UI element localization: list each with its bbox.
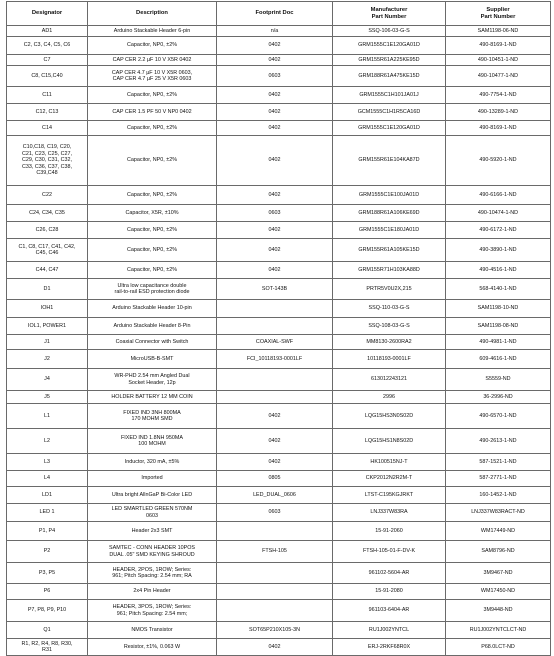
cell-supplier-part: SAM8796-ND — [446, 541, 551, 563]
cell-footprint — [217, 563, 333, 584]
table-row — [7, 541, 551, 563]
cell-manufacturer-part: GRM1555C1E120GA01D — [333, 121, 446, 136]
cell-manufacturer-part: SSQ-110-03-G-S — [333, 300, 446, 318]
cell-manufacturer-part: 10118193-0001LF — [333, 350, 446, 369]
cell-supplier-part: LNJ337W83RACT-ND — [446, 504, 551, 522]
cell-supplier-part: P68.0LCT-ND — [446, 639, 551, 656]
cell-description: Coaxial Connector with Switch — [88, 335, 217, 350]
cell-description: CAP CER 2.2 µF 10 V X5R 0402 — [88, 55, 217, 66]
table-row — [7, 504, 551, 522]
cell-supplier-part: 160-1452-1-ND — [446, 487, 551, 504]
table-row — [7, 622, 551, 639]
cell-manufacturer-part: LTST-C195KGJRKT — [333, 487, 446, 504]
cell-designator: LED 1 — [7, 504, 88, 522]
cell-footprint — [217, 600, 333, 622]
cell-footprint: 0805 — [217, 471, 333, 487]
cell-supplier-part: 490-6172-1-ND — [446, 222, 551, 239]
cell-supplier-part: 490-10451-1-ND — [446, 55, 551, 66]
cell-description: Capacitor, NP0, ±2% — [88, 262, 217, 279]
cell-supplier-part: 490-6166-1-ND — [446, 186, 551, 205]
cell-manufacturer-part: GRM1555C1E180JA01D — [333, 222, 446, 239]
cell-manufacturer-part: GRM155R61A105KE15D — [333, 239, 446, 262]
cell-description: LED SMARTLED GREEN 570NM 0603 — [88, 504, 217, 522]
cell-designator: P1, P4 — [7, 522, 88, 541]
cell-footprint: 0402 — [217, 239, 333, 262]
cell-designator: P3, P5 — [7, 563, 88, 584]
cell-supplier-part: SAM1198-10-ND — [446, 300, 551, 318]
table-row — [7, 454, 551, 471]
cell-supplier-part: 587-2771-1-ND — [446, 471, 551, 487]
table-row — [7, 205, 551, 222]
cell-designator: C24, C34, C35 — [7, 205, 88, 222]
col-header-manufacturer-part: Manufacturer Part Number — [333, 2, 446, 26]
table-row — [7, 391, 551, 404]
table-row — [7, 404, 551, 429]
table-row — [7, 66, 551, 87]
cell-designator: C12, C13 — [7, 104, 88, 121]
cell-designator: C26, C28 — [7, 222, 88, 239]
cell-description: Header 2x3 SMT — [88, 522, 217, 541]
cell-footprint — [217, 584, 333, 600]
cell-description: Arduino Stackable Header 6-pin — [88, 26, 217, 37]
cell-description: CAP CER 1.5 PF 50 V NP0 0402 — [88, 104, 217, 121]
cell-description: HEADER, 2POS, 1ROW; Series: 961; Pitch Spacing: 2.54 mm; RA — [88, 563, 217, 584]
cell-supplier-part: 490-8169-1-ND — [446, 37, 551, 55]
cell-description: Capacitor, NP0, ±2% — [88, 87, 217, 104]
cell-manufacturer-part: FTSH-105-01-F-DV-K — [333, 541, 446, 563]
cell-description: Ultra low capacitance double rail-to-rail ESD protection diode — [88, 279, 217, 300]
cell-footprint: n/a — [217, 26, 333, 37]
cell-designator: P2 — [7, 541, 88, 563]
cell-description: Resistor, ±1%, 0.063 W — [88, 639, 217, 656]
table-row — [7, 186, 551, 205]
cell-footprint — [217, 522, 333, 541]
table-row — [7, 471, 551, 487]
cell-footprint — [217, 369, 333, 391]
table-row — [7, 104, 551, 121]
cell-footprint: LED_DUAL_0606 — [217, 487, 333, 504]
table-row — [7, 522, 551, 541]
table-row — [7, 350, 551, 369]
cell-description: Capacitor, NP0, ±2% — [88, 37, 217, 55]
table-row — [7, 121, 551, 136]
cell-designator: R1, R2, R4, R8, R30, R31 — [7, 639, 88, 656]
cell-description: Ultra bright AllnGaP Bi-Color LED — [88, 487, 217, 504]
cell-footprint: 0402 — [217, 87, 333, 104]
cell-designator: L2 — [7, 429, 88, 454]
cell-footprint: SOT-143B — [217, 279, 333, 300]
cell-manufacturer-part: LNJ337W83RA — [333, 504, 446, 522]
cell-designator: C8, C15,C40 — [7, 66, 88, 87]
cell-designator: C1, C8, C17, C41, C42, C45, C46 — [7, 239, 88, 262]
cell-footprint: 0402 — [217, 136, 333, 186]
cell-designator: L1 — [7, 404, 88, 429]
cell-footprint: 0402 — [217, 104, 333, 121]
cell-supplier-part: 568-4140-1-ND — [446, 279, 551, 300]
cell-supplier-part: 490-5920-1-ND — [446, 136, 551, 186]
cell-footprint: 0603 — [217, 205, 333, 222]
table-row — [7, 335, 551, 350]
cell-footprint: 0603 — [217, 504, 333, 522]
cell-designator: IOL1, POWER1 — [7, 318, 88, 335]
cell-manufacturer-part: GRM188R61A106KE69D — [333, 205, 446, 222]
cell-supplier-part: 490-3890-1-ND — [446, 239, 551, 262]
cell-description: FIXED IND 1.8NH 950MA 100 MOHM — [88, 429, 217, 454]
cell-supplier-part: WM17449-ND — [446, 522, 551, 541]
table-row — [7, 136, 551, 186]
cell-footprint: 0402 — [217, 404, 333, 429]
cell-footprint: 0402 — [217, 454, 333, 471]
cell-manufacturer-part: HK100515NJ-T — [333, 454, 446, 471]
cell-supplier-part: 3M9448-ND — [446, 600, 551, 622]
cell-footprint: FCI_10118193-0001LF — [217, 350, 333, 369]
cell-description: CAP CER 4.7 µF 10 V X5R 0603, CAP CER 4.7 µF 25 V X5R 0603 — [88, 66, 217, 87]
cell-description: WR-PHD 2.54 mm Angled Dual Socket Header, 12p — [88, 369, 217, 391]
cell-designator: C10,C18, C19, C20, C21, C23, C25, C27, C29, C30, C31, C32, C33, C36, C37, C38, C39,C48 — [7, 136, 88, 186]
cell-supplier-part: 490-4516-1-ND — [446, 262, 551, 279]
cell-designator: J1 — [7, 335, 88, 350]
cell-footprint: 0603 — [217, 66, 333, 87]
cell-manufacturer-part: GRM155R61E104KA87D — [333, 136, 446, 186]
cell-footprint: 0402 — [217, 639, 333, 656]
cell-manufacturer-part: 15-91-2060 — [333, 522, 446, 541]
cell-supplier-part: 36-2996-ND — [446, 391, 551, 404]
table-row — [7, 584, 551, 600]
cell-supplier-part: WM17450-ND — [446, 584, 551, 600]
cell-designator: L4 — [7, 471, 88, 487]
cell-description: Inductor, 320 mA, ±5% — [88, 454, 217, 471]
cell-manufacturer-part: LQG15HS3N0S02D — [333, 404, 446, 429]
cell-manufacturer-part: GRM1555C1E100JA01D — [333, 186, 446, 205]
table-row — [7, 222, 551, 239]
cell-supplier-part: 609-4616-1-ND — [446, 350, 551, 369]
table-row — [7, 262, 551, 279]
cell-manufacturer-part: 613012243121 — [333, 369, 446, 391]
cell-supplier-part: 490-2613-1-ND — [446, 429, 551, 454]
cell-supplier-part: S5559-ND — [446, 369, 551, 391]
cell-designator: P7, P8, P9, P10 — [7, 600, 88, 622]
cell-supplier-part: 587-1521-1-ND — [446, 454, 551, 471]
cell-designator: C7 — [7, 55, 88, 66]
cell-description: FIXED IND 3NH 800MA 170 MOHM SMD — [88, 404, 217, 429]
cell-manufacturer-part: GCM1555C1H1R5CA16D — [333, 104, 446, 121]
cell-manufacturer-part: GRM1555C1H101JA01J — [333, 87, 446, 104]
cell-footprint — [217, 300, 333, 318]
cell-description: Capacitor, X5R, ±10% — [88, 205, 217, 222]
cell-description: HOLDER BATTERY 12 MM COIN — [88, 391, 217, 404]
cell-manufacturer-part: GRM1555C1E120GA01D — [333, 37, 446, 55]
col-header-description: Description — [88, 2, 217, 26]
cell-supplier-part: SAM1198-08-ND — [446, 318, 551, 335]
cell-designator: C44, C47 — [7, 262, 88, 279]
bom-table — [6, 1, 551, 656]
cell-description: 2x4 Pin Header — [88, 584, 217, 600]
cell-description: SAMTEC - CONN HEADER 10POS DUAL .05" SMD KEYING SHROUD — [88, 541, 217, 563]
table-row — [7, 37, 551, 55]
cell-footprint — [217, 318, 333, 335]
table-row — [7, 279, 551, 300]
col-header-footprint: Footprint Doc — [217, 2, 333, 26]
cell-designator: LD1 — [7, 487, 88, 504]
table-row — [7, 429, 551, 454]
cell-designator: C14 — [7, 121, 88, 136]
table-row — [7, 600, 551, 622]
cell-footprint: 0402 — [217, 262, 333, 279]
table-row — [7, 55, 551, 66]
table-row — [7, 487, 551, 504]
table-row — [7, 369, 551, 391]
cell-description: Capacitor, NP0, ±2% — [88, 186, 217, 205]
table-row — [7, 239, 551, 262]
cell-designator: C11 — [7, 87, 88, 104]
cell-description: MicroUSB-B-SMT — [88, 350, 217, 369]
cell-designator: J2 — [7, 350, 88, 369]
cell-supplier-part: SAM1198-06-ND — [446, 26, 551, 37]
cell-supplier-part: 490-6570-1-ND — [446, 404, 551, 429]
cell-footprint: 0402 — [217, 222, 333, 239]
cell-footprint: FTSH-105 — [217, 541, 333, 563]
cell-manufacturer-part: SSQ-108-03-G-S — [333, 318, 446, 335]
col-header-supplier-part: Supplier Part Number — [446, 2, 551, 26]
table-row — [7, 26, 551, 37]
header-row — [7, 2, 551, 26]
cell-manufacturer-part: LQG15HS1N8S02D — [333, 429, 446, 454]
cell-manufacturer-part: GRM188R61A475KE15D — [333, 66, 446, 87]
cell-supplier-part: 490-13289-1-ND — [446, 104, 551, 121]
table-row — [7, 87, 551, 104]
cell-manufacturer-part: GRM155R71H103KA88D — [333, 262, 446, 279]
table-row — [7, 563, 551, 584]
cell-description: Arduino Stackable Header 8-Pin — [88, 318, 217, 335]
cell-designator: J4 — [7, 369, 88, 391]
cell-description: Capacitor, NP0, ±2% — [88, 222, 217, 239]
cell-manufacturer-part: 961103-6404-AR — [333, 600, 446, 622]
cell-supplier-part: 490-10477-1-ND — [446, 66, 551, 87]
cell-designator: AD1 — [7, 26, 88, 37]
cell-footprint: 0402 — [217, 55, 333, 66]
cell-manufacturer-part: CKP2012N2R2M-T — [333, 471, 446, 487]
cell-manufacturer-part: ERJ-2RKF68R0X — [333, 639, 446, 656]
cell-description: Capacitor, NP0, ±2% — [88, 136, 217, 186]
cell-designator: D1 — [7, 279, 88, 300]
table-row — [7, 639, 551, 656]
bom-table-body — [7, 26, 551, 656]
cell-footprint: 0402 — [217, 121, 333, 136]
cell-footprint: SOT65P210X105-3N — [217, 622, 333, 639]
cell-manufacturer-part: 2996 — [333, 391, 446, 404]
cell-designator: L3 — [7, 454, 88, 471]
cell-description: HEADER, 3POS, 1ROW; Series: 961; Pitch Spacing: 2.54 mm; — [88, 600, 217, 622]
cell-description: Capacitor, NP0, ±2% — [88, 239, 217, 262]
cell-footprint — [217, 391, 333, 404]
cell-supplier-part: 490-4981-1-ND — [446, 335, 551, 350]
cell-manufacturer-part: 961102-5604-AR — [333, 563, 446, 584]
cell-footprint: 0402 — [217, 429, 333, 454]
cell-manufacturer-part: SSQ-106-03-G-S — [333, 26, 446, 37]
cell-description: Capacitor, NP0, ±2% — [88, 121, 217, 136]
cell-supplier-part: 3M9467-ND — [446, 563, 551, 584]
cell-designator: P6 — [7, 584, 88, 600]
cell-supplier-part: RU1J002YNTCLCT-ND — [446, 622, 551, 639]
cell-designator: J5 — [7, 391, 88, 404]
cell-manufacturer-part: 15-91-2080 — [333, 584, 446, 600]
cell-manufacturer-part: RU1J002YNTCL — [333, 622, 446, 639]
table-row — [7, 318, 551, 335]
cell-description: Arduino Stackable Header 10-pin — [88, 300, 217, 318]
cell-manufacturer-part: GRM155R61A225KE95D — [333, 55, 446, 66]
cell-footprint: 0402 — [217, 37, 333, 55]
cell-designator: Q1 — [7, 622, 88, 639]
col-header-designator: Designator — [7, 2, 88, 26]
cell-designator: C22 — [7, 186, 88, 205]
cell-footprint: COAXIAL-SWF — [217, 335, 333, 350]
cell-description: NMOS Transistor — [88, 622, 217, 639]
cell-manufacturer-part: PRTR5V0U2X,215 — [333, 279, 446, 300]
cell-supplier-part: 490-7754-1-ND — [446, 87, 551, 104]
cell-designator: IOH1 — [7, 300, 88, 318]
cell-footprint: 0402 — [217, 186, 333, 205]
cell-designator: C2, C3, C4, C5, C6 — [7, 37, 88, 55]
cell-description: Imported — [88, 471, 217, 487]
cell-supplier-part: 490-8169-1-ND — [446, 121, 551, 136]
table-row — [7, 300, 551, 318]
cell-manufacturer-part: MM8130-2600RA2 — [333, 335, 446, 350]
cell-supplier-part: 490-10474-1-ND — [446, 205, 551, 222]
